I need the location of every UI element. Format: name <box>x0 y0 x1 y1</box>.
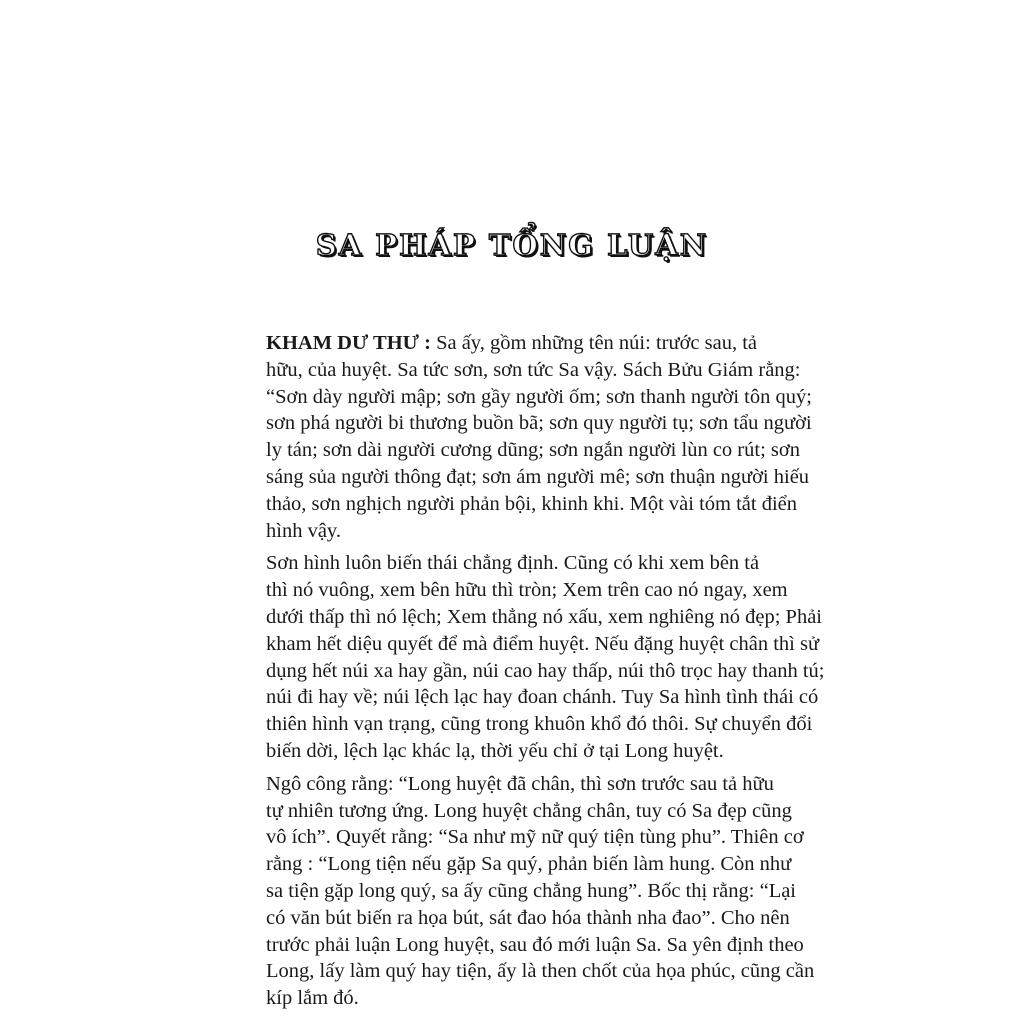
text-line: Sa ấy, gồm những tên núi: trước sau, tả <box>436 332 758 354</box>
paragraph-lead: KHAM DƯ THƯ : <box>266 332 431 354</box>
text-line: sáng sủa người thông đạt; sơn ám người mê; sơn thuận người hiếu <box>266 465 810 488</box>
text-line: ly tán; sơn dài người cương dũng; sơn ngắn người lùn co rút; sơn <box>266 439 800 462</box>
paragraph <box>232 550 825 764</box>
text-line: sa tiện gặp long quý, sa ấy cũng chẳng hung”. Bốc thị rằng: “Lại <box>266 879 797 902</box>
text-line: thiên hình vạn trạng, cũng trong khuôn khổ đó thôi. Sự chuyển đổi <box>266 713 813 736</box>
text-line: Sơn hình luôn biến thái chẳng định. Cũng có khi xem bên tả <box>266 552 760 575</box>
text-line: Long, lấy làm quý hay tiện, ấy là then chốt của họa phúc, cũng cần <box>266 960 815 983</box>
text-line: thì nó vuông, xem bên hữu thì tròn; Xem trên cao nó ngay, xem <box>266 579 788 602</box>
text-line: sơn phá người bi thương buồn bã; sơn quy người tụ; sơn tẩu người <box>266 412 812 435</box>
paragraph <box>232 330 812 544</box>
text-line: tự nhiên tương ứng. Long huyệt chẳng chân, tuy có Sa đẹp cũng <box>266 799 792 822</box>
text-line: núi đi hay về; núi lệch lạc hay đoan chánh. Tuy Sa hình tình thái có <box>266 686 819 709</box>
chapter-title: SA PHÁP TỔNG LUẬN <box>315 228 709 262</box>
text-line: dưới thấp thì nó lệch; Xem thẳng nó xấu, xem nghiêng nó đẹp; Phải <box>266 605 822 628</box>
text-line: kham hết diệu quyết để mà điểm huyệt. Nếu đặng huyệt chân thì sử <box>266 632 820 655</box>
text-line: hình vậy. <box>266 519 341 542</box>
paragraph <box>232 771 815 1012</box>
text-line: thảo, sơn nghịch người phản bội, khinh khi. Một vài tóm tắt điển <box>266 492 798 515</box>
text-line: rằng : “Long tiện nếu gặp Sa quý, phản biến làm hung. Còn như <box>266 853 792 876</box>
text-line: kíp lắm đó. <box>266 987 359 1010</box>
text-line: hữu, của huyệt. Sa tức sơn, sơn tức Sa vậy. Sách Bửu Giám rằng: <box>266 358 801 381</box>
text-line: biến dời, lệch lạc khác lạ, thời yếu chỉ ở tại Long huyệt. <box>266 739 724 762</box>
chapter-body <box>232 330 825 1018</box>
text-line: có văn bút biến ra họa bút, sát đao hóa thành nha đao”. Cho nên <box>266 906 790 929</box>
text-line: Ngô công rằng: “Long huyệt đã chân, thì sơn trước sau tả hữu <box>266 772 774 795</box>
text-line: trước phải luận Long huyệt, sau đó mới luận Sa. Sa yên định theo <box>266 933 804 956</box>
text-line: vô ích”. Quyết rằng: “Sa như mỹ nữ quý tiện tùng phu”. Thiên cơ <box>266 826 804 849</box>
text-line: “Sơn dày người mập; sơn gầy người ốm; sơn thanh người tôn quý; <box>266 385 812 408</box>
text-line: dụng hết núi xa hay gần, núi cao hay thấp, núi thô trọc hay thanh tú; <box>266 659 825 682</box>
